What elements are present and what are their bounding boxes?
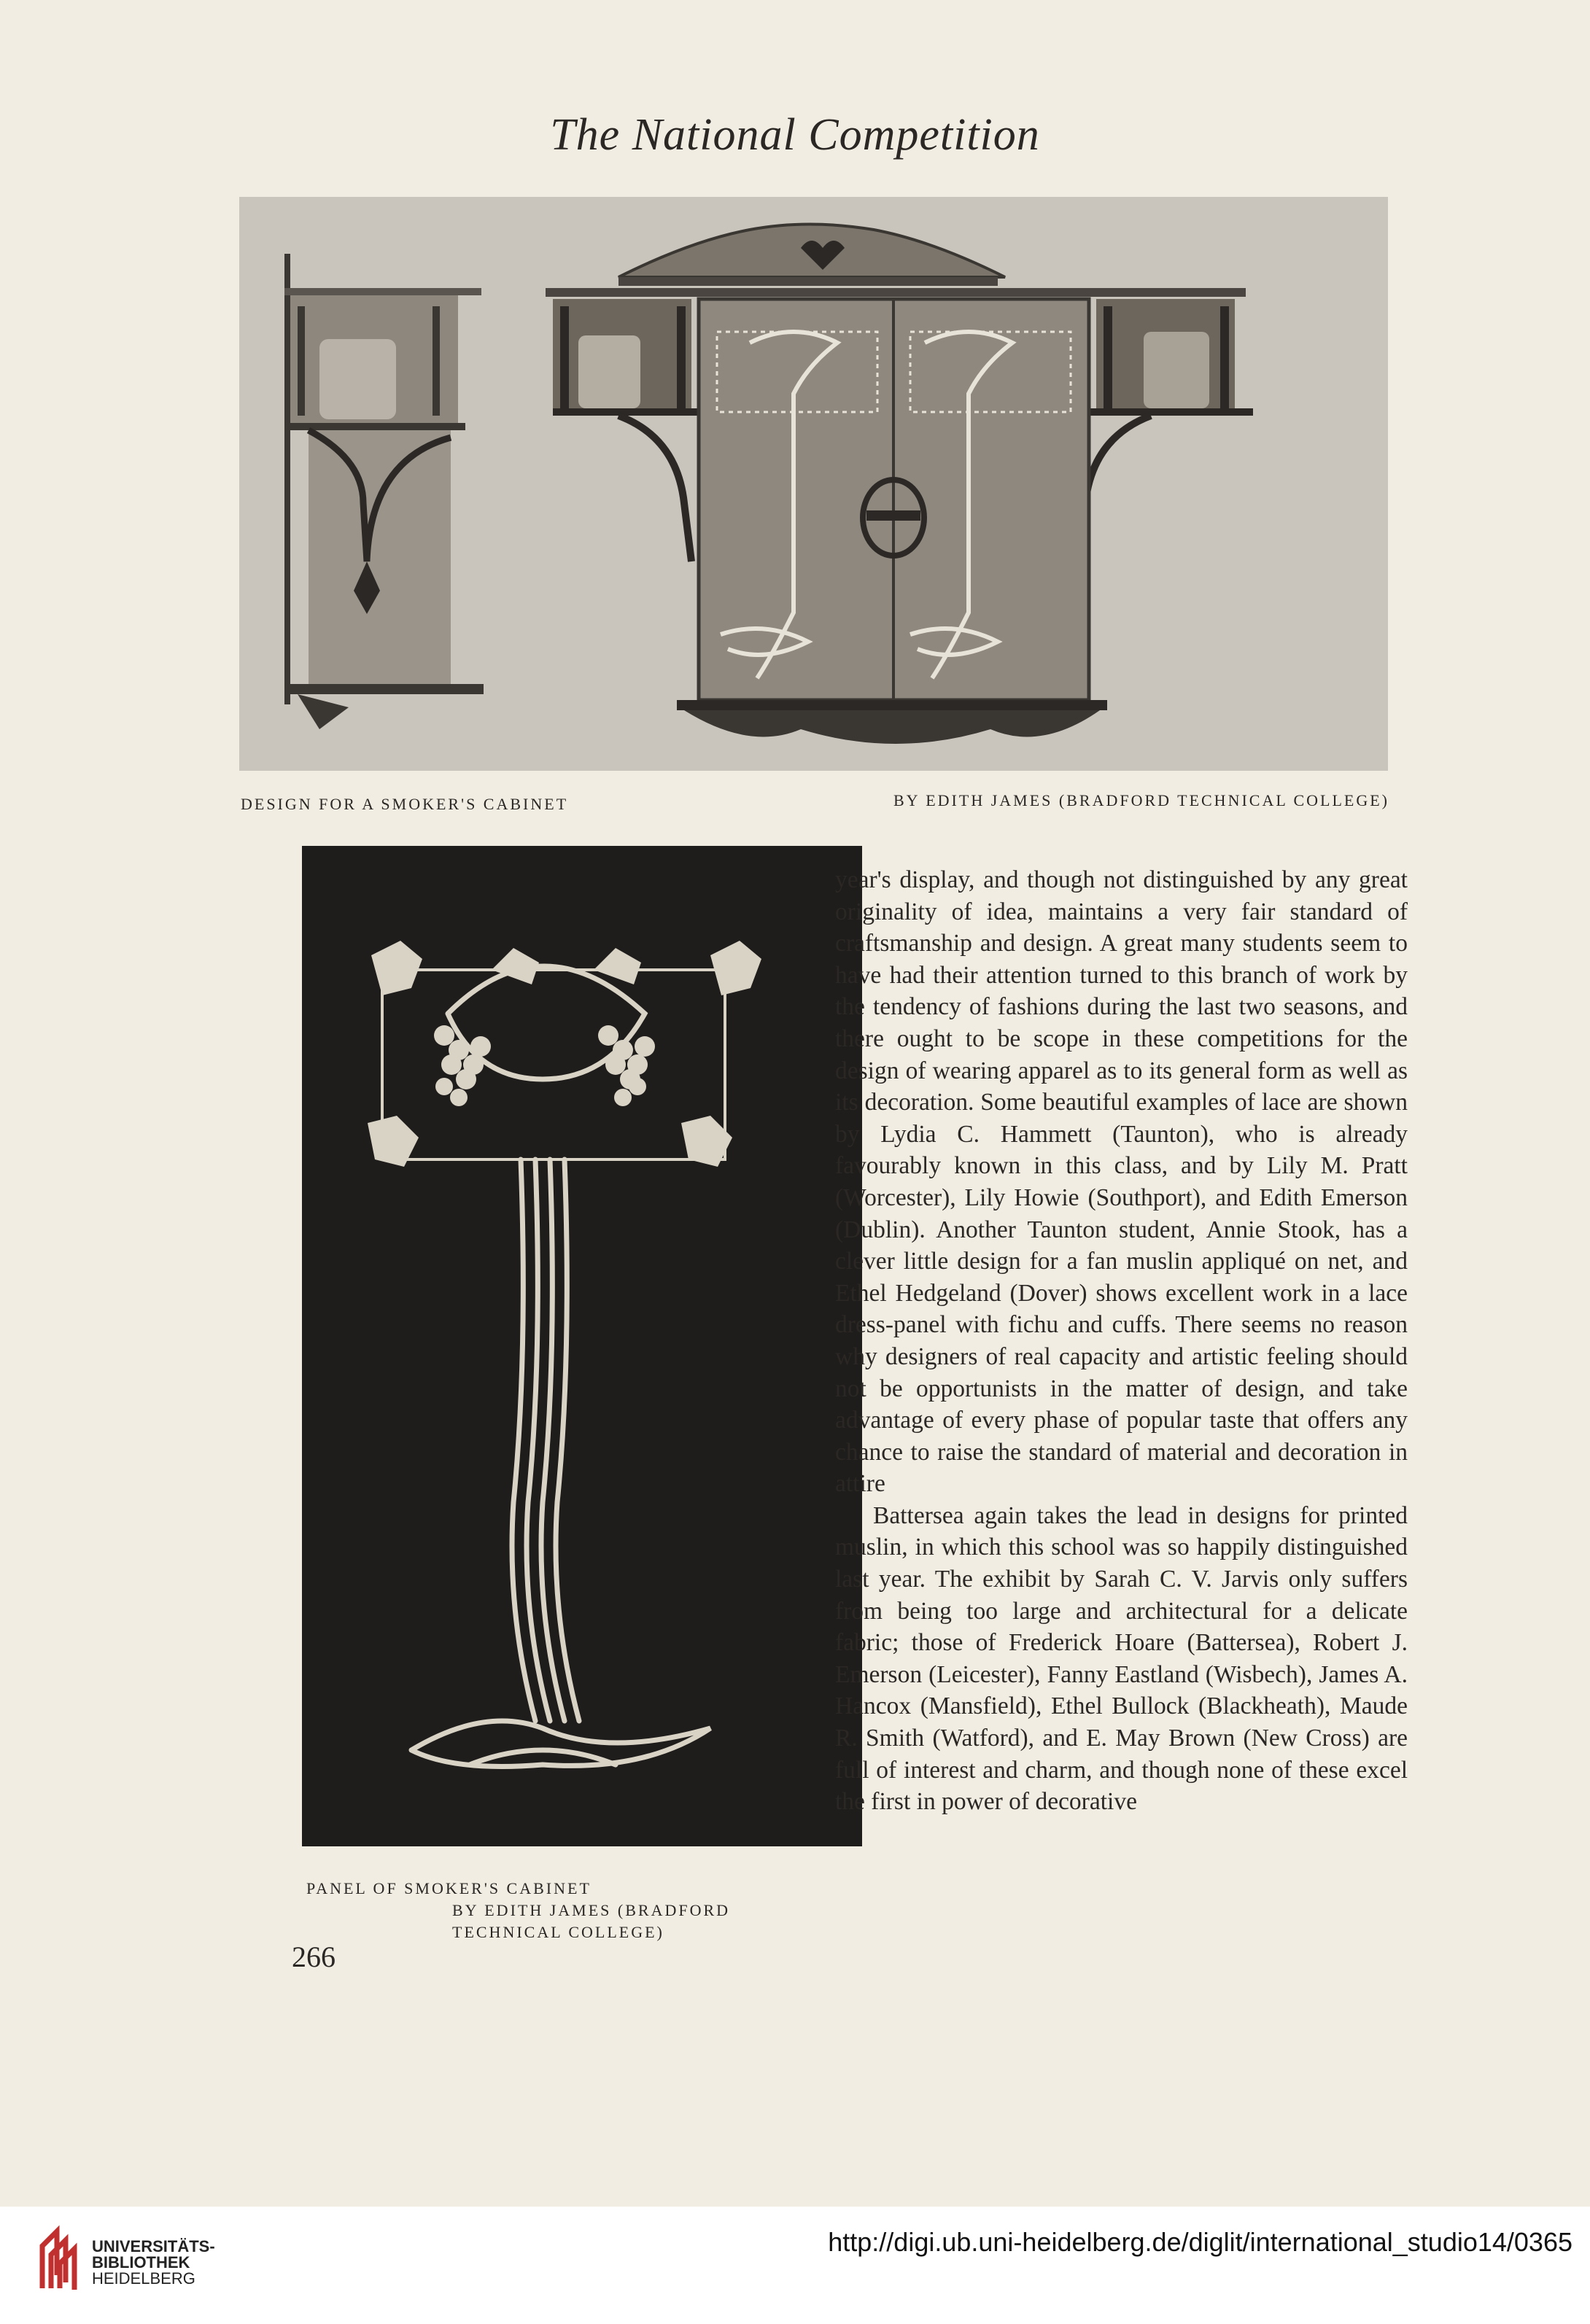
vine-panel-drawing xyxy=(302,846,862,1846)
body-paragraph-2: Battersea again takes the lead in designs for printed muslin, in which this school was so happily distinguished last year. The exhibit by Sarah C. V. Jarvis only suffers from being too large and architectural for a delicate fabric; those of Frederick Hoare (Battersea), Robert J. Emerson (Leicester), Fanny Eastland (Wisbech), James A. Hancox (Mansfield), Ethel Bullock (Blackheath), Maude R. Smith (Watford), and E. May Brown (New Cross) are full of interest and charm, and though none of these excel the first in power of decorative xyxy=(835,1501,1408,1816)
running-head: The National Competition xyxy=(550,110,1040,160)
logo-line-3: HEIDELBERG xyxy=(92,2269,195,2288)
source-url-link[interactable]: http://digi.ub.uni-heidelberg.de/diglit/international_studio14/0365 xyxy=(828,2227,1572,2257)
left-figure-caption xyxy=(306,1878,831,1943)
article-body xyxy=(835,864,1408,1818)
library-logo-text xyxy=(92,2239,215,2287)
top-figure-caption-left: DESIGN FOR A SMOKER'S CABINET xyxy=(241,795,569,813)
logo-line-2: BIBLIOTHEK xyxy=(92,2253,190,2271)
cabinet-design-illustration xyxy=(239,197,1388,771)
cabinet-drawing xyxy=(239,197,1388,771)
left-caption-line-3: TECHNICAL COLLEGE) xyxy=(452,1923,664,1941)
library-logo-icon xyxy=(35,2224,83,2294)
panel-illustration xyxy=(302,846,862,1846)
page-number: 266 xyxy=(292,1940,336,1973)
body-paragraph-1: year's display, and though not distinguished by any great originality of idea, maintains a very fair standard of craftsmanship and design. A great many students seem to have had their attention turned to this branch of work by the tendency of fashions during the last two seasons, and there ought to be scope in these competitions for the design of wearing apparel as to its general form as well as its decoration. Some beautiful examples of lace are shown by Lydia C. Hammett (Taunton), who is already favourably known in this class, and by Lily M. Pratt (Worcester), Lily Howie (Southport), and Edith Emerson (Dublin). Another Taunton student, Annie Stook, has a clever little design for a fan muslin appliqué on net, and Ethel Hedgeland (Dover) shows excellent work in a lace dress-panel with fichu and cuffs. There seems no reason why designers of real capacity and artistic feeling should not be opportunists in the matter of design, and take advantage of every phase of popular taste that offers any chance to raise the standard of material and decoration in attire xyxy=(835,866,1408,1498)
library-footer xyxy=(0,2207,1590,2324)
left-caption-line-1: PANEL OF SMOKER'S CABINET xyxy=(306,1879,592,1897)
logo-line-1: UNIVERSITÄTS- xyxy=(92,2237,215,2255)
left-caption-line-2: BY EDITH JAMES (BRADFORD xyxy=(452,1901,731,1919)
top-figure-caption-right: BY EDITH JAMES (BRADFORD TECHNICAL COLLEGE) xyxy=(893,791,1389,809)
